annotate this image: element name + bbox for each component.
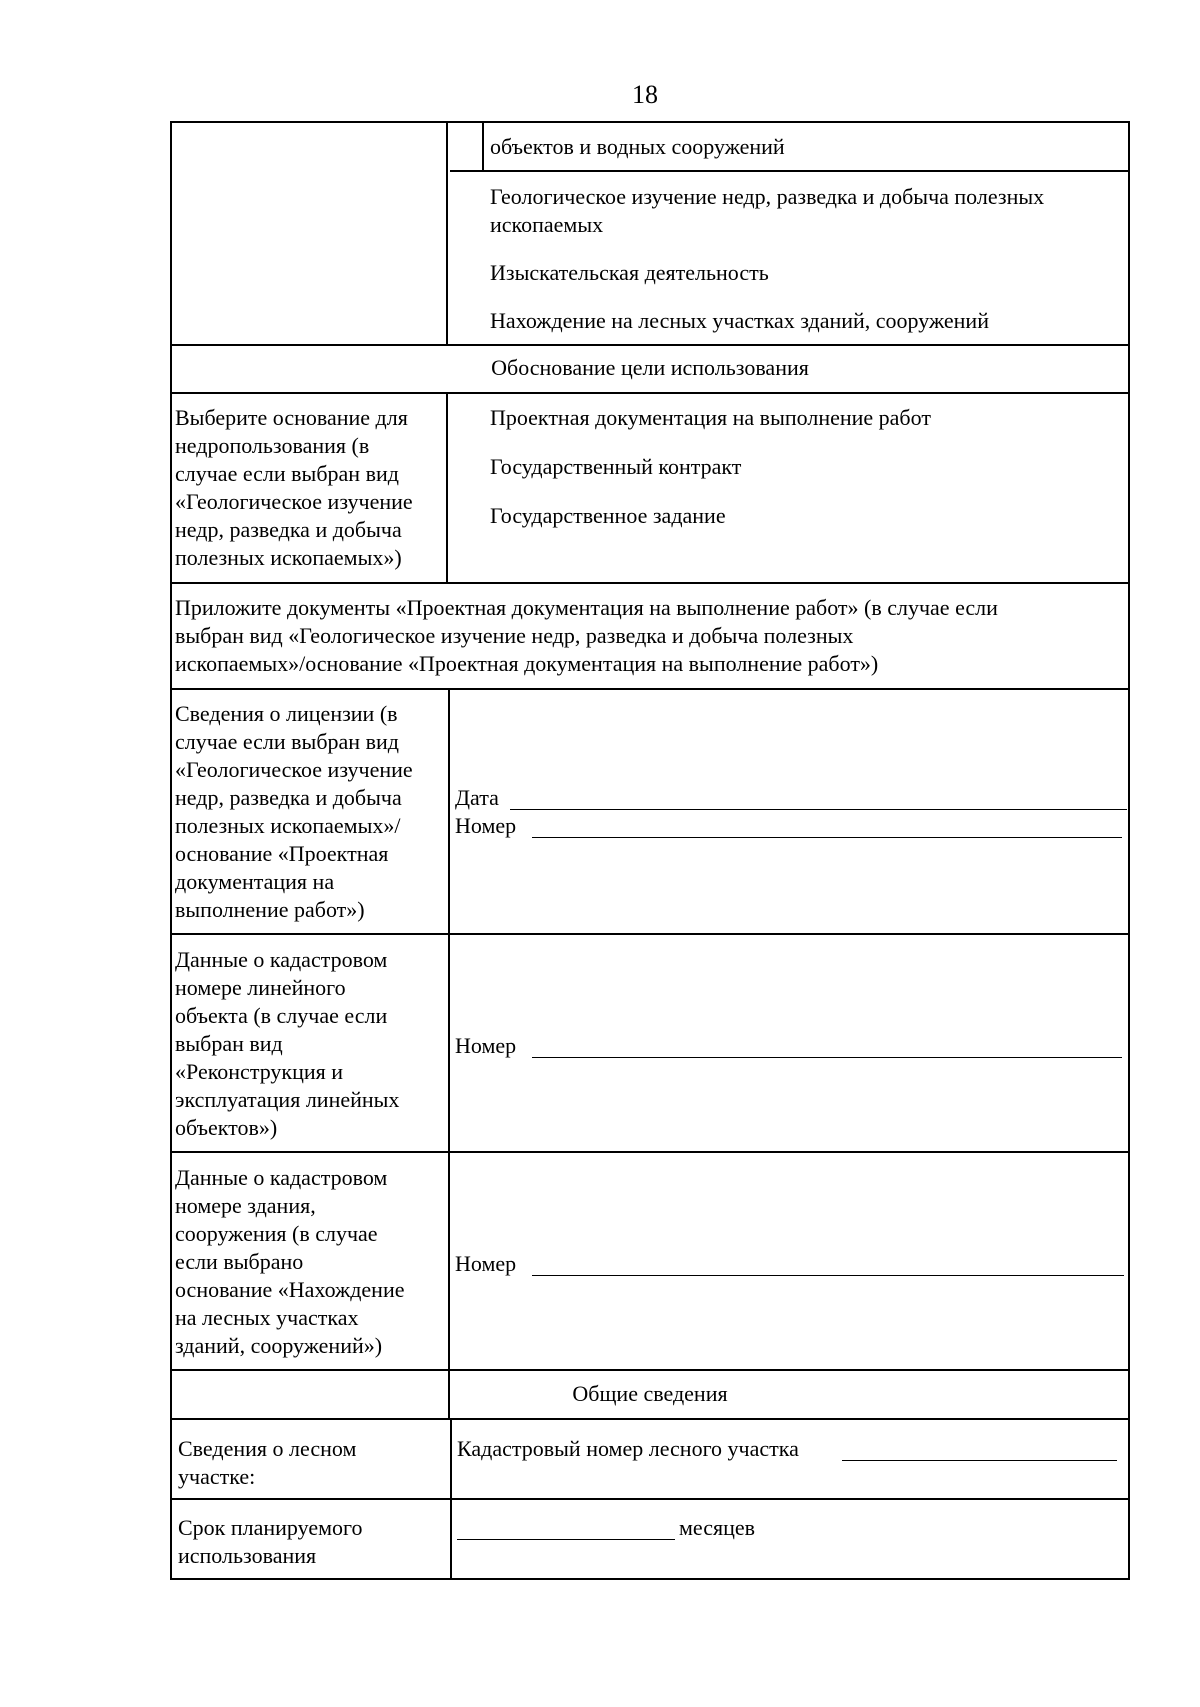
option-state-task[interactable]: Государственное задание xyxy=(490,503,726,528)
option-state-contract[interactable]: Государственный контракт xyxy=(490,454,742,479)
building-number-field[interactable]: Номер xyxy=(455,1250,516,1278)
attach-documents-instruction[interactable]: Приложите документы «Проектная документация на выполнение работ» (в случае если выбран вид «Геологическое изучение недр, разведка и добыча полезных ископаемых»/основание «Проектная документация на выполнение работ») xyxy=(175,595,998,676)
option-survey[interactable]: Изыскательская деятельность xyxy=(490,260,769,285)
license-date-field[interactable]: Дата xyxy=(455,784,499,812)
option-buildings[interactable]: Нахождение на лесных участках зданий, сооружений xyxy=(490,308,989,333)
forest-plot-cadastral-field[interactable]: Кадастровый номер лесного участка xyxy=(457,1435,799,1463)
usage-term-label: Срок планируемого использования xyxy=(178,1515,363,1568)
linear-object-number-field[interactable]: Номер xyxy=(455,1032,516,1060)
linear-object-label: Данные о кадастровом номере линейного объекта (в случае если выбран вид «Реконструкция и эксплуатация линейных объектов») xyxy=(175,947,400,1140)
option-geology[interactable]: Геологическое изучение недр, разведка и добыча полезных xyxy=(490,184,1045,209)
section-heading-general: Общие сведения xyxy=(572,1381,728,1406)
building-cadastral-label: Данные о кадастровом номере здания, сооружения (в случае если выбрано основание «Нахождение на лесных участках зданий, сооружений») xyxy=(175,1165,405,1358)
option-geology-cont: ископаемых xyxy=(490,212,604,237)
subsoil-basis-label: Выберите основание для недропользования (в случае если выбран вид «Геологическое изучение недр, разведка и добыча полезных ископаемых») xyxy=(175,405,413,570)
page-number: 18 xyxy=(632,80,658,109)
license-info-label: Сведения о лицензии (в случае если выбран вид «Геологическое изучение недр, разведка и добыча полезных ископаемых»/ основание «Проектная документация на выполнение работ») xyxy=(175,701,413,922)
option-water-objects[interactable]: объектов и водных сооружений xyxy=(490,134,785,159)
option-project-docs[interactable]: Проектная документация на выполнение работ xyxy=(490,405,931,430)
section-heading-justification: Обоснование цели использования xyxy=(491,355,809,380)
license-number-field[interactable]: Номер xyxy=(455,812,516,840)
forest-plot-label: Сведения о лесном участке: xyxy=(178,1436,357,1489)
